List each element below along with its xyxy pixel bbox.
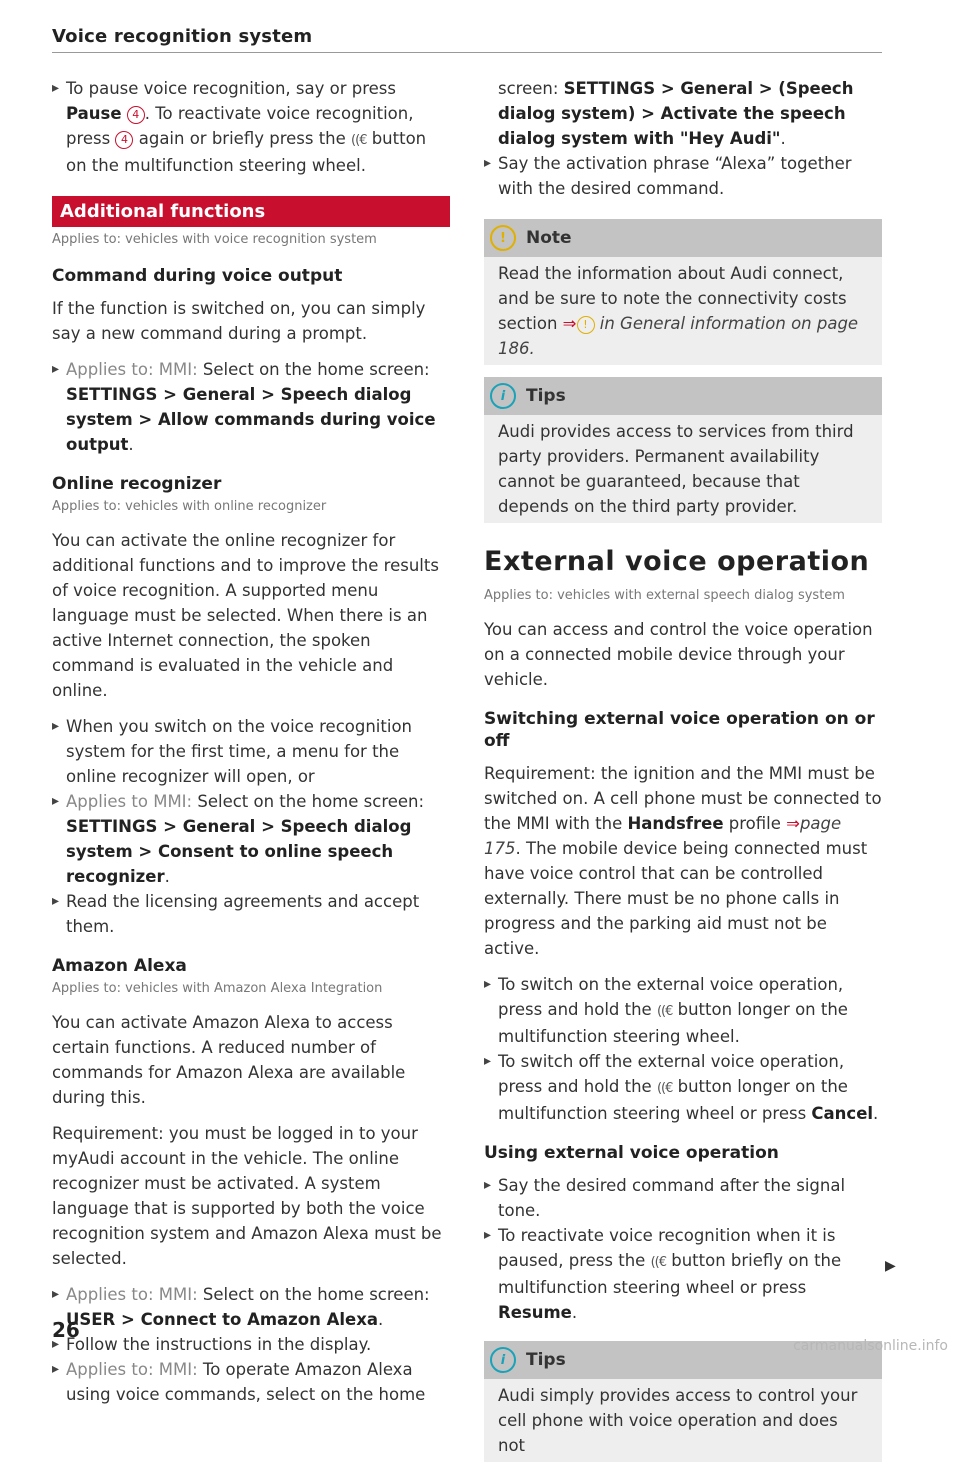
circled-4-marker: 4 bbox=[127, 106, 145, 124]
activation-bullet: ▸ Say the activation phrase “Alexa” together with the desired command. bbox=[484, 151, 882, 201]
alexa-heading: Amazon Alexa bbox=[52, 956, 187, 976]
alexa-paragraph-2: Requirement: you must be logged in to your myAudi account in the vehicle. The online recognizer must be activated. A system language that is supported by both the voice recognition system and Amazon Alexa must be selected. bbox=[52, 1124, 442, 1268]
alexa-applies: Applies to: vehicles with Amazon Alexa Integration bbox=[52, 981, 383, 996]
arrow-right-icon: ⇒ bbox=[562, 314, 577, 333]
note-box: ! Note Read the information about Audi connect, and be sure to note the connectivity costs section ⇒ ! in General information on page 186. bbox=[484, 219, 882, 365]
using-bullets bbox=[484, 1173, 882, 1325]
online-heading: Online recognizer bbox=[52, 474, 222, 494]
list-item: ▸ Applies to: MMI: Select on the home screen: USER > Connect to Amazon Alexa. bbox=[52, 1282, 450, 1332]
online-applies: Applies to: vehicles with online recognizer bbox=[52, 499, 327, 514]
continue-arrow-icon: ▶ bbox=[885, 1258, 896, 1274]
circled-4-marker: 4 bbox=[115, 131, 133, 149]
header-title: Voice recognition system bbox=[52, 26, 313, 47]
list-item: ▸ Applies to: MMI: To operate Amazon Alexa using voice commands, select on the home bbox=[52, 1357, 450, 1407]
list-item: ▸ Say the desired command after the signal tone. bbox=[484, 1173, 882, 1223]
note-box-header: ! Note bbox=[484, 219, 882, 257]
page-reference-link[interactable]: page 175 bbox=[484, 814, 842, 858]
tips-box-2: i Tips Audi simply provides access to control your cell phone with voice operation and does not bbox=[484, 1341, 882, 1462]
pause-bullet: ▸ To pause voice recognition, say or press Pause 4 . To reactivate voice recognition, press 4 again or briefly press the ((€ button on the multifunction steering wheel. bbox=[52, 76, 450, 178]
tips-box-1: i Tips Audi provides access to services from third party providers. Permanent availability cannot be guaranteed, because that depends on the third party provider. bbox=[484, 377, 882, 523]
info-icon: i bbox=[490, 1347, 516, 1373]
online-paragraph: You can activate the online recognizer for additional functions and to improve the results of voice recognition. A supported menu language must be selected. When there is an active Internet connection, the spoken command is evaluated in the vehicle and online. bbox=[52, 531, 439, 700]
alexa-bullets bbox=[52, 1282, 450, 1407]
running-header bbox=[52, 24, 882, 53]
external-paragraph: You can access and control the voice operation on a connected mobile device through your vehicle. bbox=[484, 620, 873, 689]
tips-box-header: i Tips bbox=[484, 1341, 882, 1379]
left-column bbox=[52, 76, 450, 1407]
exclamation-icon: ! bbox=[577, 316, 595, 334]
online-bullets bbox=[52, 714, 450, 939]
list-item: ▸ Read the licensing agreements and accept them. bbox=[52, 889, 450, 939]
right-column bbox=[484, 76, 882, 1474]
section-title-bar: Additional functions bbox=[52, 196, 450, 227]
list-item: ▸ To reactivate voice recognition when it is paused, press the ((€ button briefly on the multifunction steering wheel or press Resume. bbox=[484, 1223, 882, 1325]
section-applies: Applies to: vehicles with voice recognition system bbox=[52, 232, 377, 247]
list-item: ▸ To switch off the external voice operation, press and hold the ((€ button longer on the multifunction steering wheel or press Cancel. bbox=[484, 1049, 882, 1126]
info-icon: i bbox=[490, 383, 516, 409]
switching-paragraph: Requirement: the ignition and the MMI must be switched on. A cell phone must be connected to the MMI with the Handsfree profile ⇒page 175. The mobile device being connected must have voice control that can be controlled externally. There must be no phone calls in progress and the parking aid must not be active. bbox=[484, 764, 882, 958]
list-item: ▸ Follow the instructions in the display. bbox=[52, 1332, 450, 1357]
voice-button-icon: ((€ bbox=[656, 1004, 673, 1019]
external-applies: Applies to: vehicles with external speech dialog system bbox=[484, 588, 845, 603]
list-item: ▸ To switch on the external voice operation, press and hold the ((€ button longer on the multifunction steering wheel. bbox=[484, 972, 882, 1049]
list-item: ▸ Applies to MMI: Select on the home screen: SETTINGS > General > Speech dialog system > Consent to online speech recognizer. bbox=[52, 789, 450, 889]
tips-box-header: i Tips bbox=[484, 377, 882, 415]
command-paragraph: If the function is switched on, you can simply say a new command during a prompt. bbox=[52, 299, 426, 343]
external-voice-heading: External voice operation bbox=[484, 546, 870, 577]
voice-button-icon: ((€ bbox=[650, 1255, 666, 1270]
switching-bullets bbox=[484, 972, 882, 1126]
command-heading: Command during voice output bbox=[52, 266, 343, 286]
command-bullet: ▸ Applies to: MMI: Select on the home screen: SETTINGS > General > Speech dialog system > Allow commands during voice output. bbox=[52, 357, 450, 457]
page-number: 26 bbox=[52, 1318, 80, 1342]
switching-heading: Switching external voice operation on or off bbox=[484, 709, 875, 751]
continued-text: screen: SETTINGS > General > (Speech dialog system) > Activate the speech dialog system with "Hey Audi". bbox=[498, 79, 854, 148]
arrow-right-icon: ⇒ bbox=[786, 814, 800, 833]
voice-button-icon: ((€ bbox=[351, 133, 367, 148]
voice-button-icon: ((€ bbox=[656, 1081, 673, 1096]
alexa-paragraph-1: You can activate Amazon Alexa to access certain functions. A reduced number of commands for Amazon Alexa are available during this. bbox=[52, 1013, 406, 1107]
using-heading: Using external voice operation bbox=[484, 1143, 779, 1163]
exclamation-icon: ! bbox=[490, 225, 516, 251]
watermark: carmanualsonline.info bbox=[793, 1338, 948, 1354]
list-item: ▸ When you switch on the voice recognition system for the first time, a menu for the online recognizer will open, or bbox=[52, 714, 450, 789]
